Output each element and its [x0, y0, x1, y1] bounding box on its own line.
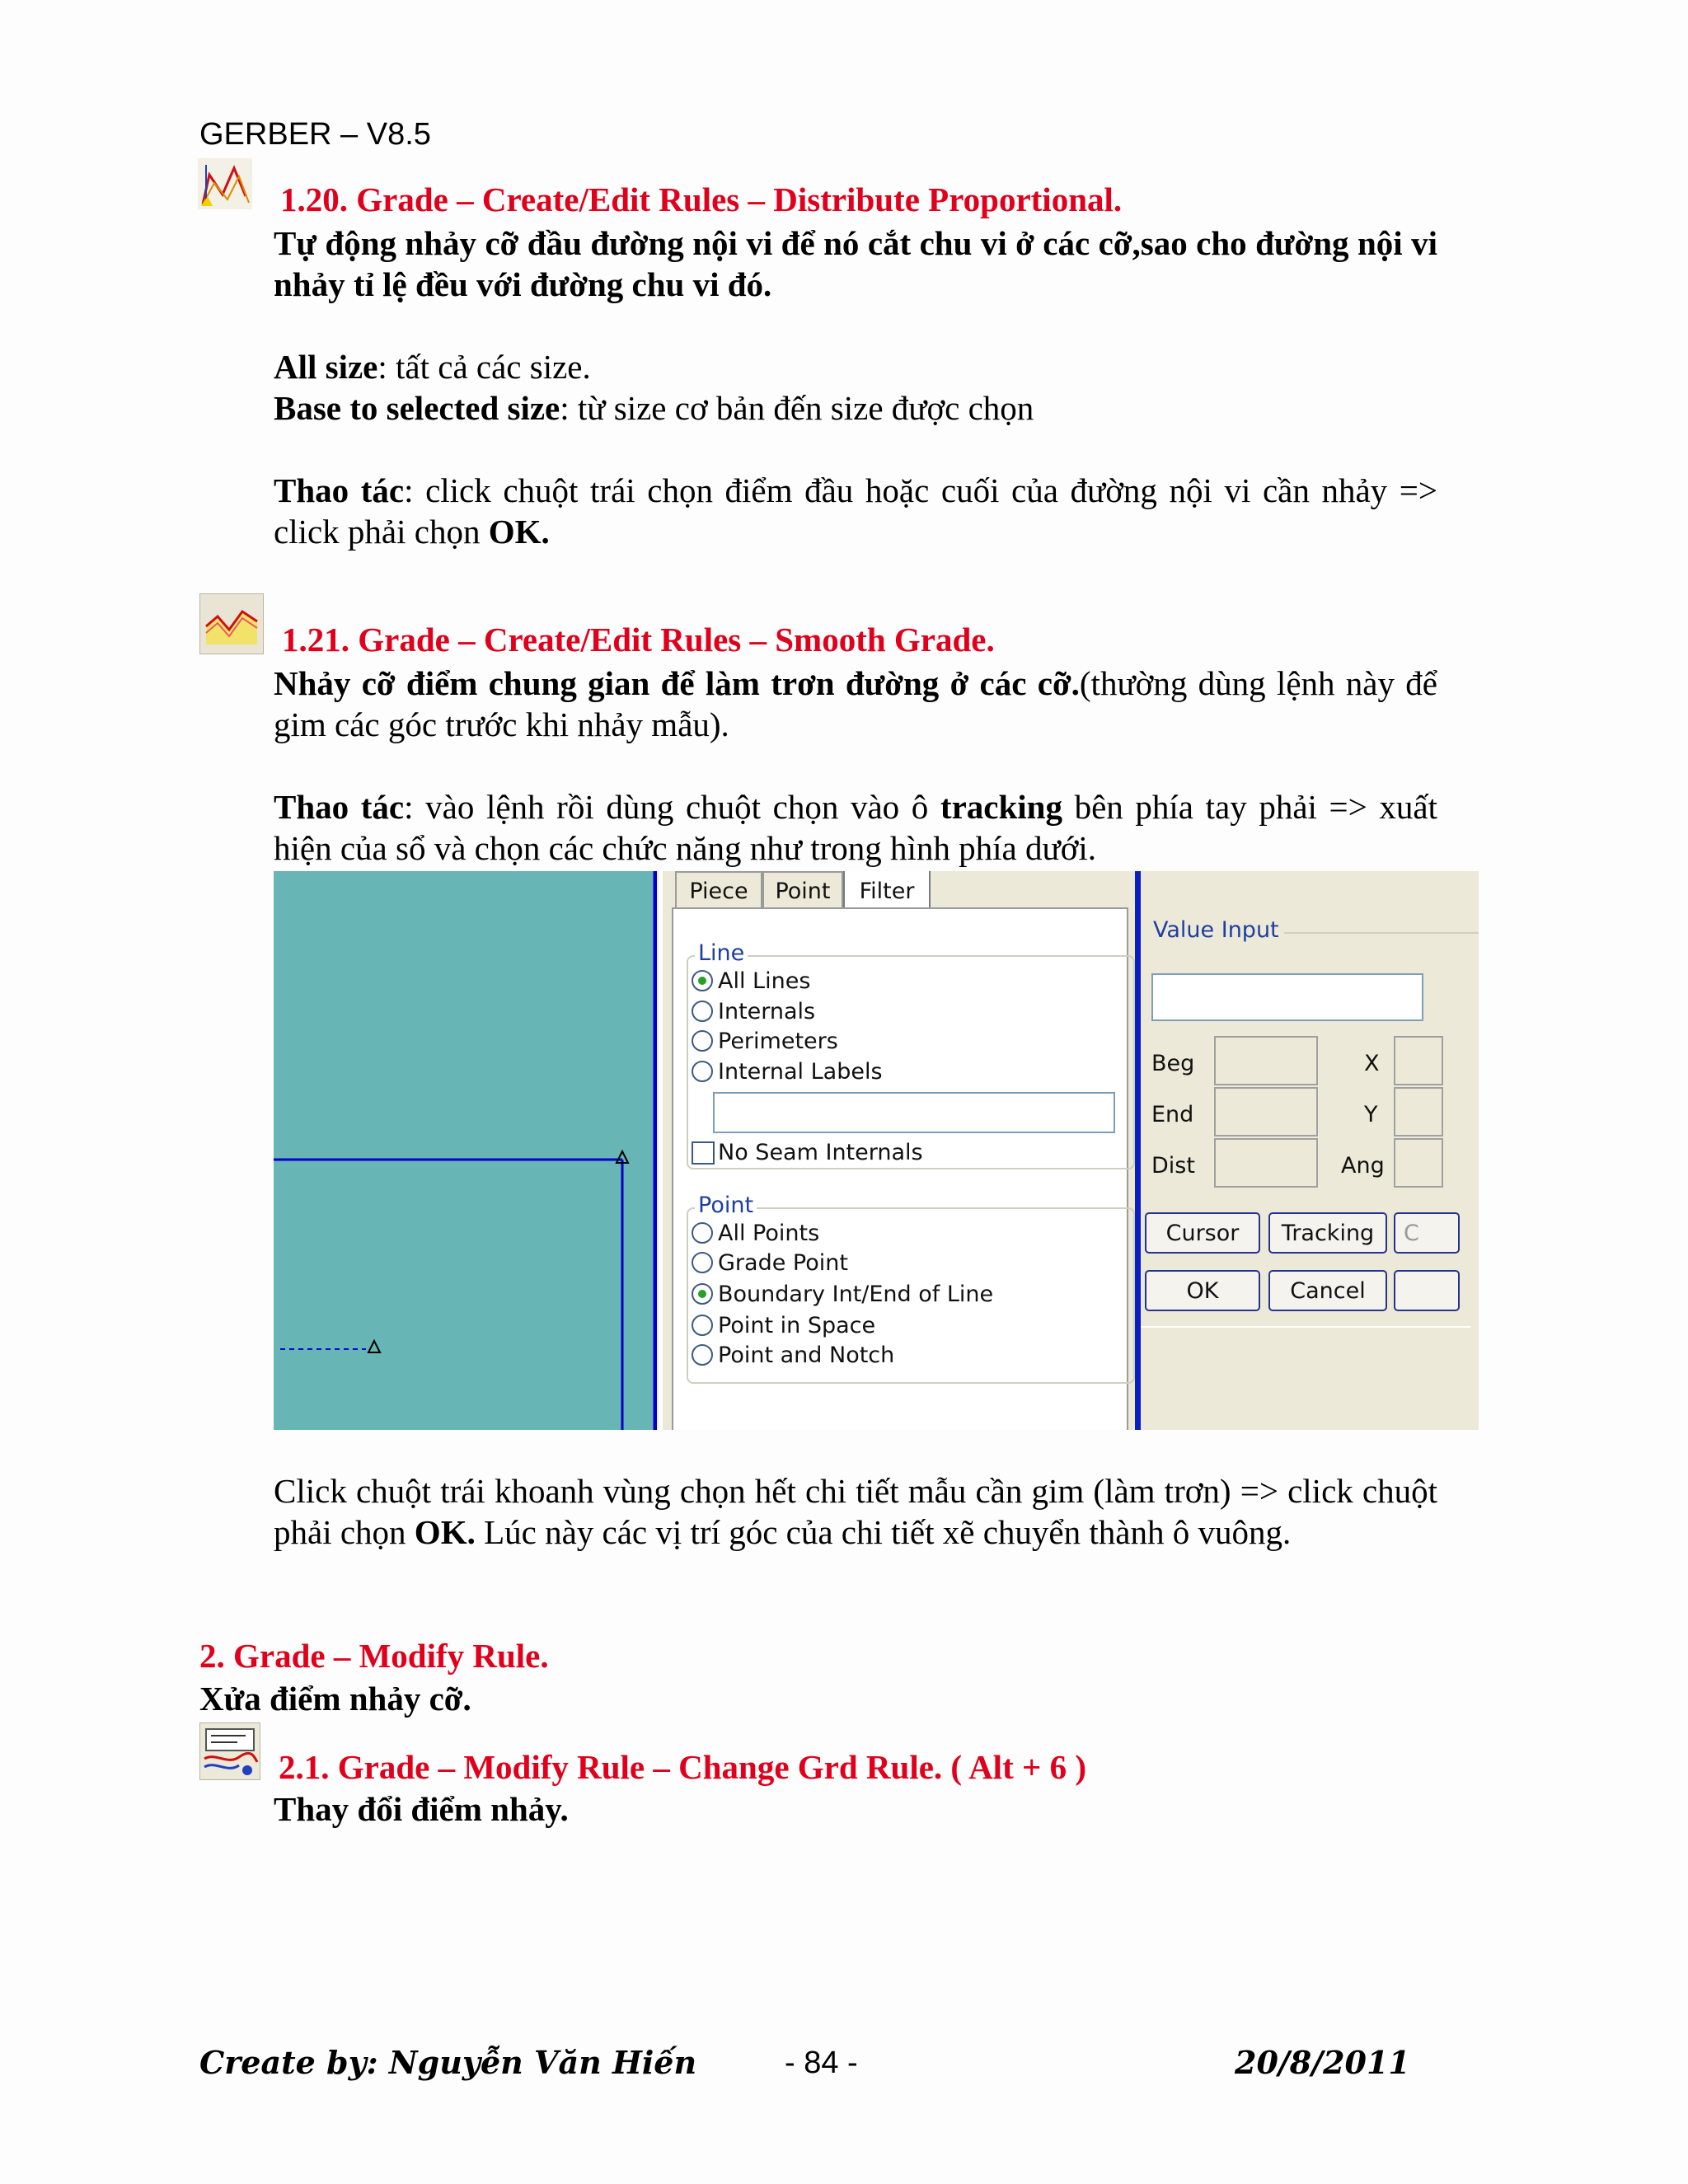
ang-label: Ang: [1341, 1153, 1385, 1179]
all-size-text: : tất cả các size.: [377, 348, 591, 386]
distribute-proportional-icon: [198, 158, 252, 209]
extra-button[interactable]: [1394, 1270, 1460, 1311]
end-field[interactable]: [1214, 1087, 1318, 1137]
ang-field[interactable]: [1394, 1138, 1443, 1188]
radio-point-in-space-label: Point in Space: [718, 1313, 876, 1338]
smooth-operation-text-2: bên phía tay phải => xuất hiện của sổ và chọn các chức năng như trong hình phía dưới.: [274, 788, 1437, 867]
section-1-21-description: [274, 663, 1437, 745]
after-text-2: Lúc này các vị trí góc của chi tiết xẽ chuyển thành ô vuông.: [475, 1513, 1292, 1551]
x-label: X: [1364, 1051, 1380, 1076]
partial-button[interactable]: [1394, 1212, 1460, 1254]
tracking-button-label: Tracking: [1281, 1220, 1375, 1246]
cancel-button[interactable]: [1268, 1270, 1387, 1311]
internal-labels-input[interactable]: [713, 1092, 1115, 1133]
section-1-20-heading: 1.20. Grade – Create/Edit Rules – Distribute Proportional.: [280, 180, 1123, 218]
smooth-desc-rest: (thường dùng lệnh này để gim các góc trước khi nhảy mẫu).: [274, 664, 1437, 743]
tab-point-label: Point: [775, 878, 831, 904]
ok-button-label: OK: [1186, 1277, 1219, 1304]
y-field[interactable]: [1394, 1087, 1443, 1137]
radio-perimeters-label: Perimeters: [718, 1029, 838, 1054]
radio-perimeters[interactable]: [692, 1030, 713, 1052]
section-1-20-operation: [274, 470, 1437, 552]
section-2-1-heading: 2.1. Grade – Modify Rule – Change Grd Rule. ( Alt + 6 ): [279, 1748, 1086, 1786]
smooth-grade-screenshot: [274, 871, 1479, 1430]
footer-date: 20/8/2011: [1235, 2044, 1410, 2081]
all-size-line: [274, 346, 1437, 387]
operation-ok: OK.: [488, 513, 550, 551]
radio-point-in-space[interactable]: [692, 1315, 713, 1336]
all-size-label: All size: [274, 348, 378, 386]
radio-internals[interactable]: [692, 1001, 713, 1022]
smooth-desc-bold: Nhảy cỡ điểm chung gian để làm trơn đường ở các cỡ.: [274, 664, 1080, 702]
base-size-label: Base to selected size: [274, 389, 560, 427]
tab-filter-label: Filter: [859, 878, 915, 904]
section-1-21-heading: 1.21. Grade – Create/Edit Rules – Smooth Grade.: [282, 621, 995, 658]
tracking-button[interactable]: [1268, 1212, 1387, 1254]
operation-label: Thao tác: [274, 471, 405, 509]
smooth-operation-label: Thao tác: [274, 788, 405, 826]
footer-author: Create by: Nguyễn Văn Hiến: [199, 2044, 697, 2081]
no-seam-internals-checkbox[interactable]: [692, 1141, 715, 1165]
base-size-line: [274, 387, 1437, 429]
cursor-button-label: Cursor: [1165, 1220, 1240, 1246]
radio-all-lines[interactable]: [692, 970, 713, 991]
radio-grade-point[interactable]: [692, 1252, 713, 1273]
footer-page-number: - 84 -: [785, 2046, 858, 2080]
radio-point-and-notch[interactable]: [692, 1344, 713, 1366]
tab-point[interactable]: [762, 871, 843, 909]
document-header: GERBER – V8.5: [199, 117, 431, 152]
radio-internal-labels-label: Internal Labels: [718, 1059, 883, 1085]
tracking-filter-panel: [659, 871, 1470, 1430]
after-ok: OK.: [414, 1513, 476, 1551]
no-seam-internals-label: No Seam Internals: [718, 1140, 923, 1165]
beg-field[interactable]: [1214, 1036, 1318, 1085]
section-1-21-after-text: [274, 1470, 1437, 1553]
tab-piece[interactable]: [675, 871, 762, 909]
smooth-operation-text-1: : vào lệnh rồi dùng chuột chọn vào ô: [404, 788, 940, 826]
line-group-title: Line: [695, 940, 748, 966]
section-1-21-operation: [274, 786, 1437, 869]
section-2-1-description: Thay đổi điểm nhảy.: [274, 1790, 569, 1828]
radio-boundary-int-end[interactable]: [692, 1283, 713, 1305]
panel-divider: [1135, 871, 1141, 1430]
section-2-heading: 2. Grade – Modify Rule.: [199, 1637, 549, 1675]
radio-all-points-label: All Points: [718, 1221, 820, 1246]
tab-piece-label: Piece: [689, 878, 748, 904]
section-1-20-description: [274, 223, 1437, 305]
radio-internal-labels[interactable]: [692, 1061, 713, 1082]
radio-all-lines-label: All Lines: [718, 968, 811, 994]
radio-grade-point-label: Grade Point: [718, 1250, 848, 1276]
dist-label: Dist: [1151, 1153, 1195, 1179]
value-input-title: Value Input: [1153, 917, 1284, 943]
radio-all-points[interactable]: [692, 1222, 713, 1244]
ok-button[interactable]: [1145, 1270, 1260, 1311]
after-text-1: Click chuột trái khoanh vùng chọn hết chi tiết mẫu cần gim (làm trơn) => click chuột phải chọn: [274, 1472, 1437, 1551]
radio-internals-label: Internals: [718, 999, 816, 1024]
section-1-20-desc-text: Tự động nhảy cỡ đầu đường nội vi để nó cắt chu vi ở các cỡ,sao cho đường nội vi nhảy tỉ lệ đều với đường chu vi đó.: [274, 224, 1437, 303]
section-2-description: Xửa điểm nhảy cỡ.: [199, 1680, 471, 1718]
y-label: Y: [1364, 1102, 1378, 1127]
point-group-title: Point: [695, 1193, 757, 1218]
change-grade-rule-icon: [199, 1722, 260, 1780]
radio-boundary-int-end-label: Boundary Int/End of Line: [718, 1282, 994, 1307]
partial-button-label: C: [1404, 1220, 1419, 1246]
button-area-separator: [1141, 1326, 1470, 1328]
operation-text: : click chuột trái chọn điểm đầu hoặc cuối của đường nội vi cần nhảy => click phải chọn: [274, 471, 1437, 551]
cursor-button[interactable]: [1145, 1212, 1260, 1254]
end-label: End: [1151, 1102, 1194, 1127]
x-field[interactable]: [1394, 1036, 1443, 1085]
dist-field[interactable]: [1214, 1138, 1318, 1188]
base-size-text: : từ size cơ bản đến size được chọn: [560, 389, 1034, 427]
cancel-button-label: Cancel: [1290, 1277, 1366, 1304]
value-input-field[interactable]: [1151, 973, 1423, 1021]
pattern-canvas[interactable]: [274, 871, 657, 1430]
beg-label: Beg: [1151, 1051, 1195, 1076]
radio-point-and-notch-label: Point and Notch: [718, 1343, 895, 1368]
smooth-grade-icon: [199, 593, 264, 654]
smooth-operation-tracking: tracking: [940, 788, 1062, 826]
